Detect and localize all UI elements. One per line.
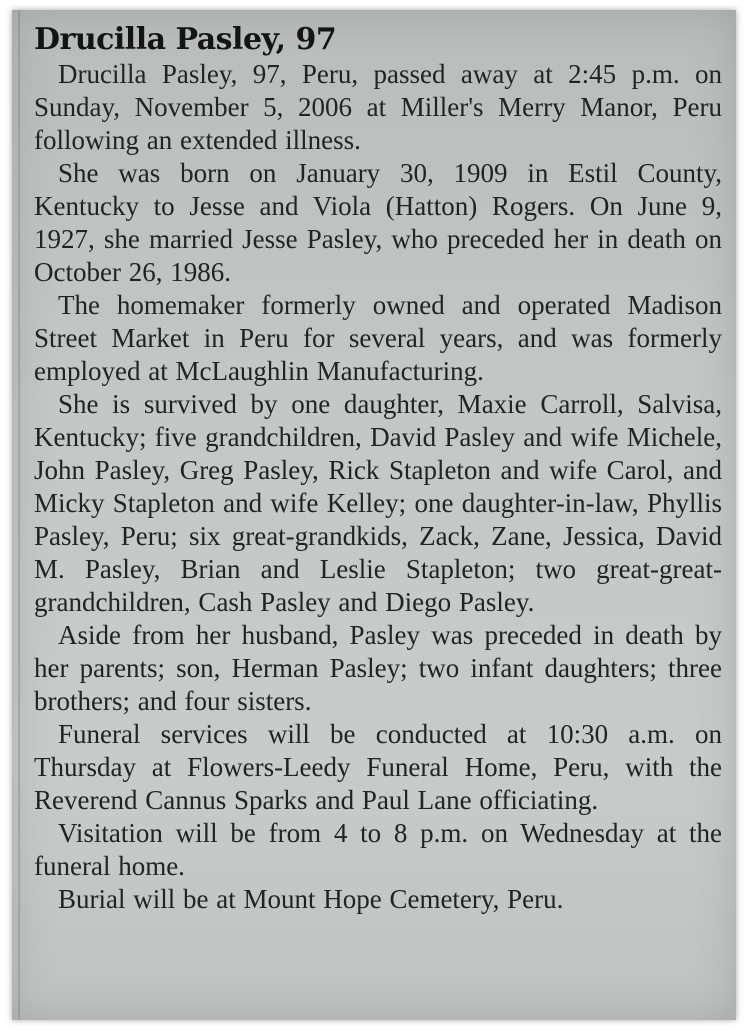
paragraph-burial: Burial will be at Mount Hope Cemetery, Peru.: [58, 884, 564, 914]
obituary-headline: Drucilla Pasley, 97: [34, 22, 337, 57]
paragraph-career: The homemaker formerly owned and operated Madison Street Market in Peru for several years, and was formerly employed at McLaughlin Manufacturing.: [34, 290, 722, 386]
paragraph-funeral-services: Funeral services will be conducted at 10:30 a.m. on Thursday at Flowers-Leedy Funeral Home, Peru, with the Reverend Cannus Sparks and Paul Lane officiating.: [34, 719, 722, 815]
newspaper-clipping: [12, 10, 736, 1020]
paragraph-preceded-in-death: Aside from her husband, Pasley was preceded in death by her parents; son, Herman Pasley; two infant daughters; three brothers; and four sisters.: [34, 620, 722, 716]
paragraph-visitation: Visitation will be from 4 to 8 p.m. on Wednesday at the funeral home.: [34, 818, 722, 881]
paragraph-death-notice: Drucilla Pasley, 97, Peru, passed away at 2:45 p.m. on Sunday, November 5, 2006 at Miller's Merry Manor, Peru following an extended illness.: [34, 59, 722, 155]
paragraph-survivors: She is survived by one daughter, Maxie Carroll, Salvisa, Kentucky; five grandchildren, David Pasley and wife Michele, John Pasley, Greg Pasley, Rick Stapleton and wife Carol, and Micky Stapleton and wife Kelley; one daughter-in-law, Phyllis Pasley, Peru; six great-grandkids, Zack, Zane, Jessica, David M. Pasley, Brian and Leslie Stapleton; two great-great-grandchildren, Cash Pasley and Diego Pasley.: [34, 389, 722, 617]
paragraph-birth-marriage: She was born on January 30, 1909 in Estil County, Kentucky to Jesse and Viola (Hatton) Rogers. On June 9, 1927, she married Jesse Pasley, who preceded her in death on October 26, 1986.: [34, 158, 722, 287]
